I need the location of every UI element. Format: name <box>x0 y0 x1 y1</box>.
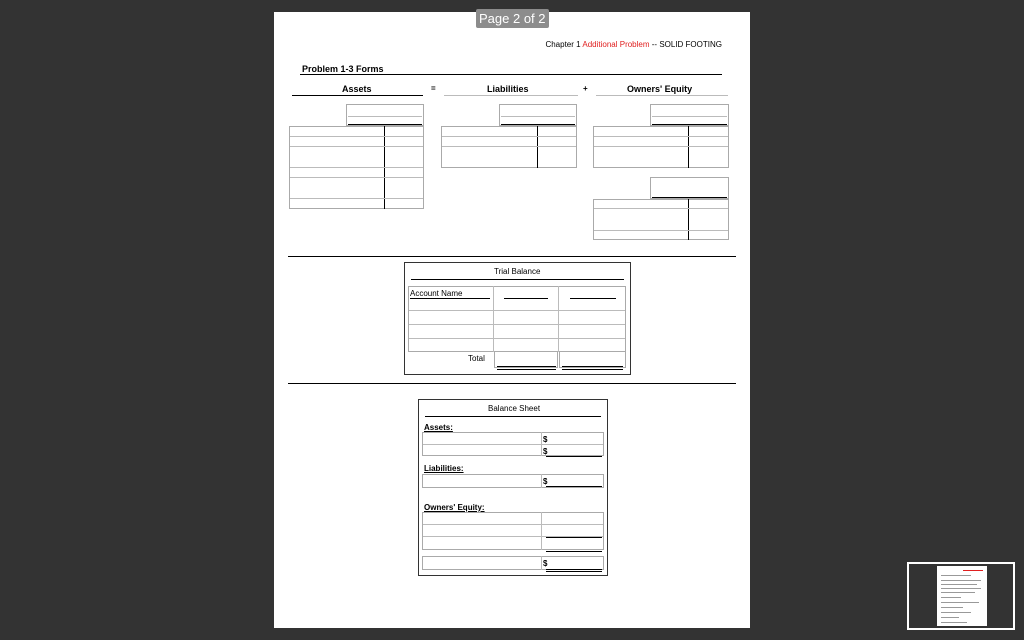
liabilities-t-account <box>441 126 577 168</box>
assets-heading-rule <box>292 95 423 96</box>
total-double-rule <box>546 571 602 572</box>
document-page <box>274 12 750 628</box>
equity-t-account-2 <box>593 199 729 240</box>
total-dollar: $ <box>543 559 548 568</box>
account-header-rule <box>410 298 490 299</box>
equity2-row-line <box>594 208 728 209</box>
thumbnail-line <box>941 597 961 598</box>
assets-account-title-box <box>346 104 424 126</box>
trial-balance-grid <box>408 286 626 352</box>
thumbnail-line <box>941 575 971 576</box>
liabilities-total-rule <box>546 486 602 487</box>
assets-row-line <box>290 198 423 199</box>
thumbnail-line <box>941 584 977 585</box>
total-credit-double-rule <box>562 369 623 370</box>
chapter-suffix: -- SOLID FOOTING <box>651 40 722 49</box>
assets-title-line <box>348 116 422 117</box>
equity2-t-divider <box>688 199 689 240</box>
equity-section-grid <box>422 512 604 550</box>
equity-section-row <box>423 524 603 525</box>
credit-header-rule <box>570 298 616 299</box>
equity2-row-line <box>594 230 728 231</box>
equity-title-line <box>652 116 727 117</box>
assets-dollar-2: $ <box>543 447 548 456</box>
liabilities-section-divider <box>541 474 542 488</box>
chapter-highlight: Additional Problem <box>582 40 650 49</box>
problem-title: Problem 1-3 Forms <box>302 64 384 74</box>
chapter-prefix: Chapter 1 <box>545 40 581 49</box>
equity-section-divider <box>541 512 542 550</box>
liabilities-t-divider <box>537 126 538 168</box>
liabilities-dollar: $ <box>543 477 548 486</box>
trial-balance-col-divider <box>558 286 559 352</box>
equity-total-rule <box>546 551 602 552</box>
liabilities-heading-rule <box>444 95 578 96</box>
trial-balance-col-divider <box>493 286 494 352</box>
liabilities-label: Liabilities: <box>424 464 464 473</box>
total-row-divider <box>541 556 542 570</box>
page-indicator: Page 2 of 2 <box>476 9 549 28</box>
total-debit-double-rule <box>497 366 556 367</box>
debit-header-rule <box>504 298 548 299</box>
assets-row-line <box>290 177 423 178</box>
balance-sheet-title-rule <box>425 416 601 417</box>
equity2-title-rule <box>652 197 727 198</box>
thumbnail-line <box>941 588 981 589</box>
equity-row-line <box>594 146 728 147</box>
thumbnail-line <box>941 622 967 623</box>
liabilities-heading: Liabilities <box>487 84 529 94</box>
liabilities-title-rule <box>501 124 575 125</box>
trial-balance-title: Trial Balance <box>494 267 541 276</box>
thumbnail-line <box>941 617 959 618</box>
trial-balance-row-line <box>409 324 625 325</box>
liabilities-title-line <box>501 116 575 117</box>
thumbnail-line <box>963 570 983 571</box>
trial-balance-row-line <box>409 310 625 311</box>
page-thumbnail[interactable] <box>907 562 1015 630</box>
equity-t-account <box>593 126 729 168</box>
trial-balance-title-rule <box>411 279 624 280</box>
equity-title-rule <box>652 124 727 125</box>
plus-sign: + <box>583 84 588 93</box>
assets-dollar-1: $ <box>543 435 548 444</box>
assets-heading: Assets <box>342 84 372 94</box>
trial-balance-total-label: Total <box>468 354 485 363</box>
equity-heading-rule <box>596 95 728 96</box>
equals-sign: = <box>431 84 436 93</box>
liabilities-account-title-box <box>499 104 577 126</box>
thumbnail-line <box>941 580 981 581</box>
assets-row-line <box>290 146 423 147</box>
owners-equity-label: Owners' Equity: <box>424 503 485 512</box>
trial-balance-row-line <box>409 338 625 339</box>
section-divider <box>288 256 736 257</box>
account-name-header: Account Name <box>410 289 463 298</box>
equity-total-rule <box>546 537 602 538</box>
equity-heading: Owners' Equity <box>627 84 693 94</box>
equity-account-title-box <box>650 104 729 126</box>
thumbnail-line <box>941 602 979 603</box>
thumbnail-line <box>941 607 963 608</box>
chapter-heading <box>545 40 722 49</box>
assets-total-rule <box>546 456 602 457</box>
assets-section-row <box>423 444 603 445</box>
balance-sheet-title: Balance Sheet <box>488 404 541 413</box>
assets-row-line <box>290 167 423 168</box>
total-credit-double-rule <box>562 366 623 367</box>
assets-row-line <box>290 136 423 137</box>
equity-row-line <box>594 136 728 137</box>
total-debit-double-rule <box>497 369 556 370</box>
thumbnail-line <box>941 592 975 593</box>
title-rule <box>300 74 722 75</box>
total-double-rule <box>546 569 602 570</box>
equity-account2-title-box <box>650 177 729 199</box>
assets-label: Assets: <box>424 423 453 432</box>
liabilities-row-line <box>442 146 576 147</box>
liabilities-row-line <box>442 136 576 137</box>
equity-t-divider <box>688 126 689 168</box>
thumbnail-line <box>941 612 971 613</box>
section-divider <box>288 383 736 384</box>
assets-title-rule <box>348 124 422 125</box>
thumbnail-page-preview[interactable] <box>937 566 987 626</box>
total-liabilities-equity-row <box>422 556 604 570</box>
